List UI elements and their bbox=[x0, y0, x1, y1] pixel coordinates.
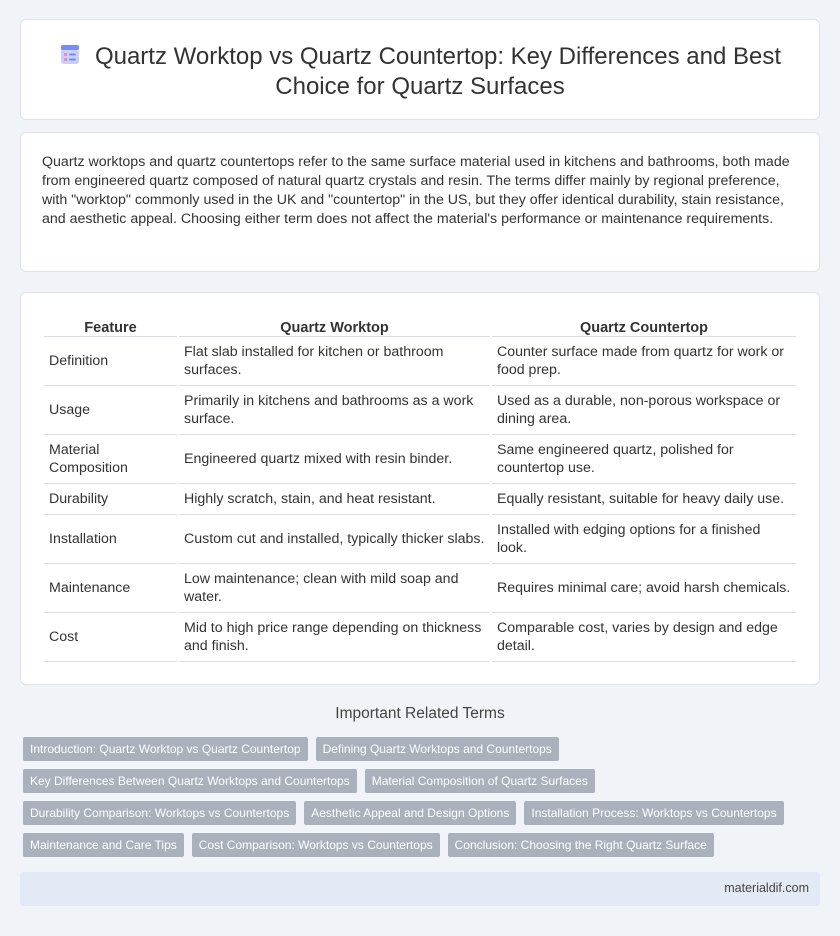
intro-paragraph: Quartz worktops and quartz countertops refer to the same surface material used in kitchens and bathrooms, both made from engineered quartz composed of natural quartz crystals and resin. The terms differ mainly by regional preference, with "worktop" commonly used in the UK and "countertop" in the US, but they offer identical durability, stain resistance, and aesthetic appeal. Choosing either term does not affect the material's performance or maintenance requirements. bbox=[42, 154, 790, 227]
related-term-tag[interactable]: Key Differences Between Quartz Worktops and Countertops bbox=[23, 769, 357, 793]
table-row bbox=[44, 386, 796, 435]
feature-cell: Cost bbox=[44, 613, 177, 662]
related-term-tag[interactable]: Maintenance and Care Tips bbox=[23, 833, 184, 857]
worktop-cell: Primarily in kitchens and bathrooms as a work surface. bbox=[179, 386, 490, 435]
worktop-cell: Flat slab installed for kitchen or bathroom surfaces. bbox=[179, 337, 490, 386]
table-row bbox=[44, 484, 796, 515]
intro-card bbox=[20, 132, 820, 272]
page-title: Quartz Worktop vs Quartz Countertop: Key Differences and Best Choice for Quartz Surfaces bbox=[94, 43, 782, 100]
related-terms-list bbox=[23, 737, 823, 857]
related-terms-heading: Important Related Terms bbox=[335, 705, 505, 722]
feature-cell: Usage bbox=[44, 386, 177, 435]
related-term-tag[interactable]: Cost Comparison: Worktops vs Countertops bbox=[192, 833, 440, 857]
countertop-cell: Same engineered quartz, polished for countertop use. bbox=[492, 435, 796, 484]
related-term-tag[interactable]: Introduction: Quartz Worktop vs Quartz Countertop bbox=[23, 737, 308, 761]
page-title-wrap bbox=[21, 42, 819, 102]
table-row bbox=[44, 515, 796, 564]
countertop-cell: Equally resistant, suitable for heavy daily use. bbox=[492, 484, 796, 515]
countertop-cell: Comparable cost, varies by design and edge detail. bbox=[492, 613, 796, 662]
related-term-tag[interactable]: Aesthetic Appeal and Design Options bbox=[304, 801, 516, 825]
comparison-table bbox=[42, 317, 798, 662]
related-term-tag[interactable]: Installation Process: Worktops vs Countertops bbox=[524, 801, 783, 825]
countertop-cell: Installed with edging options for a finished look. bbox=[492, 515, 796, 564]
worktop-cell: Highly scratch, stain, and heat resistant. bbox=[179, 484, 490, 515]
worktop-cell: Mid to high price range depending on thickness and finish. bbox=[179, 613, 490, 662]
footer-site-link[interactable]: materialdif.com bbox=[724, 881, 809, 895]
table-row bbox=[44, 435, 796, 484]
header-quartz-countertop: Quartz Countertop bbox=[492, 317, 796, 337]
related-term-tag[interactable]: Conclusion: Choosing the Right Quartz Surface bbox=[448, 833, 714, 857]
feature-cell: Durability bbox=[44, 484, 177, 515]
countertop-cell: Counter surface made from quartz for work or food prep. bbox=[492, 337, 796, 386]
table-row bbox=[44, 337, 796, 386]
related-term-tag[interactable]: Defining Quartz Worktops and Countertops bbox=[316, 737, 559, 761]
feature-cell: Material Composition bbox=[44, 435, 177, 484]
countertop-cell: Used as a durable, non-porous workspace or dining area. bbox=[492, 386, 796, 435]
countertop-cell: Requires minimal care; avoid harsh chemicals. bbox=[492, 564, 796, 613]
worktop-cell: Low maintenance; clean with mild soap and water. bbox=[179, 564, 490, 613]
worktop-cell: Custom cut and installed, typically thicker slabs. bbox=[179, 515, 490, 564]
related-term-tag[interactable]: Material Composition of Quartz Surfaces bbox=[365, 769, 595, 793]
header-feature: Feature bbox=[44, 317, 177, 337]
feature-cell: Definition bbox=[44, 337, 177, 386]
table-header-row bbox=[44, 317, 796, 337]
comparison-table-card bbox=[20, 292, 820, 685]
table-row bbox=[44, 564, 796, 613]
document-list-icon bbox=[59, 43, 81, 65]
header-card bbox=[20, 19, 820, 120]
feature-cell: Maintenance bbox=[44, 564, 177, 613]
feature-cell: Installation bbox=[44, 515, 177, 564]
footer-bar bbox=[20, 872, 820, 906]
table-row bbox=[44, 613, 796, 662]
worktop-cell: Engineered quartz mixed with resin binder. bbox=[179, 435, 490, 484]
header-quartz-worktop: Quartz Worktop bbox=[179, 317, 490, 337]
related-term-tag[interactable]: Durability Comparison: Worktops vs Countertops bbox=[23, 801, 296, 825]
